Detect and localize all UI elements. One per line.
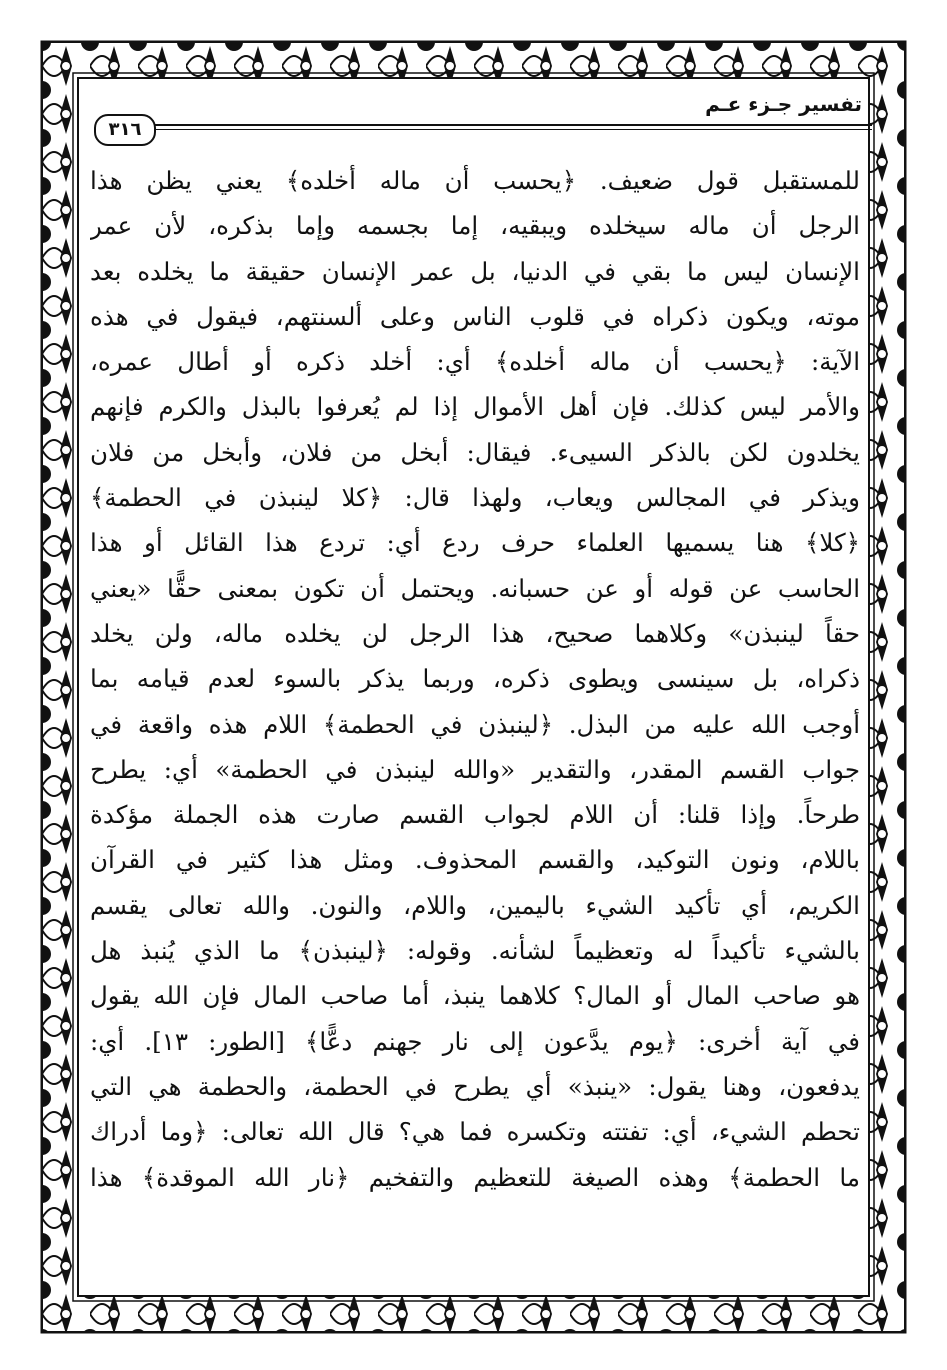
text-line: للمستقبل قول ضعيف. ﴿يحسب أن ماله أخلده﴾ يعني يظن هذا	[90, 166, 860, 195]
header-rule	[152, 124, 872, 126]
text-line: بالشيء تأكيداً له وتعظيماً لشأنه. وقوله: ﴿لينبذن﴾ ما الذي يُنبذ هل	[90, 936, 860, 966]
text-line: يخلدون لكن بالذكر السيىء. فيقال: أبخل من فلان، وأبخل من فلان	[90, 437, 860, 467]
text-line: ذكراه، بل سينسى ويطوى ذكره، وربما يذكر بالسوء لعدم قيامه بما	[90, 664, 860, 694]
text-line: في آية أخرى: ﴿يوم يدَّعون إلى نار جهنم دعًّا﴾ [الطور: ١٣]. أي:	[90, 1026, 860, 1056]
header-rule-thin	[152, 129, 872, 130]
text-line: والأمر ليس كذلك. فإن أهل الأموال إذا لم يُعرفوا بالبذل والكرم فإنهم	[90, 392, 860, 422]
page-header	[82, 86, 872, 156]
text-line: يدفعون، وهنا يقول: «ينبذ» أي يطرح في الحطمة، والحطمة هي التي	[90, 1071, 860, 1101]
text-line: موته، ويكون ذكراه في قلوب الناس وعلى ألسنتهم، فيقول في هذه	[90, 301, 860, 331]
text-line: حقاً لينبذن» وكلاهما صحيح، هذا الرجل لن يخلده ماله، ولن يخلد	[90, 618, 860, 648]
text-line: الكريم، أي تأكيد الشيء باليمين، واللام، والنون. والله تعالى يقسم	[90, 890, 860, 920]
text-line: طرحاً. وإذا قلنا: أن اللام لجواب القسم صارت هذه الجملة مؤكدة	[90, 800, 860, 830]
text-line: ويذكر في المجالس ويعاب، ولهذا قال: ﴿كلا لينبذن في الحطمة﴾	[90, 483, 860, 513]
body-text	[90, 158, 860, 1200]
text-line: الإنسان ليس ما بقي في الدنيا، بل عمر الإنسان حقيقة ما يخلده بعد	[90, 256, 860, 286]
text-line: الرجل أن ماله سيخلده ويبقيه، إما بجسمه وإما بذكره، لأن عمر	[90, 211, 860, 241]
text-line: ما الحطمة﴾ وهذه الصيغة للتعظيم والتفخيم ﴿نار الله الموقدة﴾ هذا	[90, 1162, 860, 1192]
text-line: هو صاحب المال أو المال؟ كلاهما ينبذ، أما صاحب المال فإن الله يقول	[90, 981, 860, 1011]
text-line: جواب القسم المقدر، والتقدير «والله لينبذن في الحطمة» أي: يطرح	[90, 754, 860, 784]
text-line: ﴿كلا﴾ هنا يسميها العلماء حرف ردع أي: تردع هذا القائل أو هذا	[90, 528, 860, 558]
text-line: الحاسب عن قوله أو عن حسبانه. ويحتمل أن تكون بمعنى حقًّا «يعني	[90, 573, 860, 603]
text-line: باللام، ونون التوكيد، والقسم المحذوف. ومثل هذا كثير في القرآن	[90, 845, 860, 875]
text-line: تحطم الشيء، أي: تفتته وتكسره فما هي؟ قال الله تعالى: ﴿وما أدراك	[90, 1117, 860, 1147]
book-title: تفسير جـزء عـم	[705, 92, 862, 116]
text-line: الآية: ﴿يحسب أن ماله أخلده﴾ أي: أخلد ذكره أو أطال عمره،	[90, 347, 860, 377]
page-number: ٣١٦	[94, 114, 156, 146]
text-line: أوجب الله عليه من البذل. ﴿لينبذن في الحطمة﴾ اللام هذه واقعة في	[90, 709, 860, 739]
